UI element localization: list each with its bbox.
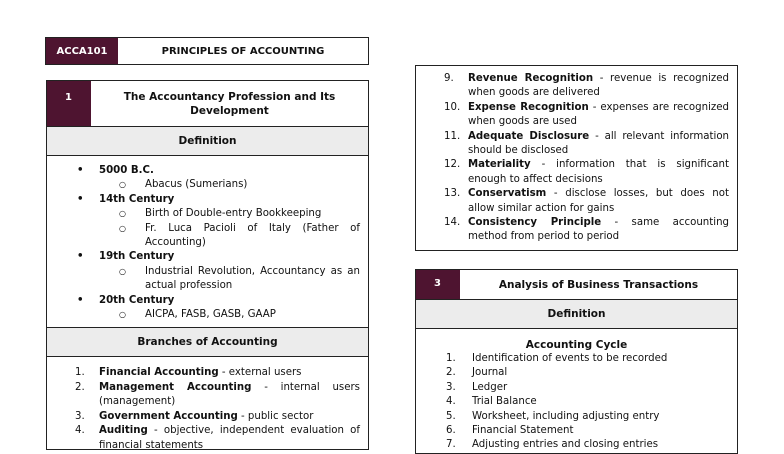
section-1-number: 1 bbox=[47, 81, 91, 126]
accounting-cycle-list bbox=[416, 352, 737, 453]
section-1-header bbox=[47, 81, 368, 127]
list-item: 4. Auditing - objective, independent evaluation of financial statements bbox=[75, 425, 360, 450]
principles-panel bbox=[415, 65, 738, 251]
list-item: 5. Worksheet, including adjusting entry bbox=[446, 410, 660, 422]
section-3-panel bbox=[415, 269, 738, 454]
history-list bbox=[47, 156, 368, 327]
history-year: 5000 B.C. bbox=[99, 165, 154, 176]
course-title: PRINCIPLES OF ACCOUNTING bbox=[161, 45, 325, 57]
history-subitem: ○ AICPA, FASB, GASB, GAAP bbox=[99, 308, 360, 322]
history-item bbox=[47, 250, 368, 293]
list-item: 4. Trial Balance bbox=[446, 396, 537, 408]
section-3-header bbox=[416, 270, 737, 300]
history-subitem: ○ Industrial Revolution, Accountancy as an actual profession bbox=[99, 265, 360, 294]
principle-name: Expense Recognition bbox=[468, 101, 589, 113]
history-year: 19th Century bbox=[99, 251, 175, 263]
list-item: 6. Financial Statement bbox=[446, 425, 574, 437]
principle-name: Revenue Recognition bbox=[468, 73, 594, 84]
list-item: 14. Consistency Principle - same accounting method from period to period bbox=[444, 217, 729, 243]
list-item: 9. Revenue Recognition - revenue is recognized when goods are delivered bbox=[444, 73, 729, 99]
history-subitem: ○ Abacus (Sumerians) bbox=[99, 178, 360, 192]
branches-list bbox=[47, 357, 368, 450]
section-3-title: Analysis of Business Transactions bbox=[498, 278, 699, 291]
branch-name: Government Accounting bbox=[99, 410, 238, 422]
section-3-definition-label: Definition bbox=[416, 300, 737, 329]
principle-name: Consistency Principle bbox=[468, 217, 602, 229]
history-subitem: ○ Fr. Luca Pacioli of Italy (Father of Accounting) bbox=[99, 222, 360, 251]
section-1-definition-label: Definition bbox=[47, 127, 368, 156]
branches-label: Branches of Accounting bbox=[47, 327, 368, 357]
course-code: ACCA101 bbox=[46, 38, 118, 64]
branch-name: Management Accounting bbox=[99, 381, 252, 393]
list-item: 10. Expense Recognition - expenses are recognized when goods are used bbox=[444, 101, 729, 128]
list-item: 1. Financial Accounting - external users bbox=[75, 367, 302, 379]
section-3-number: 3 bbox=[416, 270, 460, 299]
course-header bbox=[45, 37, 369, 65]
list-item: 11. Adequate Disclosure - all relevant information should be disclosed bbox=[444, 130, 730, 157]
history-item bbox=[47, 164, 368, 193]
list-item: 7. Adjusting entries and closing entries bbox=[446, 439, 659, 451]
list-item: 12. Materiality - information that is significant enough to affect decisions bbox=[444, 159, 729, 185]
list-item: 3. Government Accounting - public sector bbox=[75, 410, 314, 422]
list-item: 1. Identification of events to be recorded bbox=[446, 353, 668, 364]
section-1-title: The Accountancy Profession and Its Development bbox=[123, 90, 336, 117]
list-item: 2. Journal bbox=[446, 367, 508, 379]
list-item: 3. Ledger bbox=[446, 381, 508, 393]
principle-name: Materiality bbox=[468, 159, 531, 171]
section-1-panel bbox=[46, 80, 369, 450]
accounting-cycle-title: Accounting Cycle bbox=[525, 339, 628, 351]
history-subitem: ○ Birth of Double-entry Bookkeeping bbox=[99, 207, 360, 221]
history-year: 14th Century bbox=[99, 193, 175, 205]
principles-list bbox=[416, 66, 737, 245]
history-item bbox=[47, 294, 368, 323]
principle-name: Conservatism bbox=[468, 188, 547, 200]
history-year: 20th Century bbox=[99, 294, 175, 306]
list-item: 13. Conservatism - disclose losses, but does not allow similar action for gains bbox=[444, 188, 729, 214]
branch-name: Financial Accounting bbox=[99, 367, 219, 379]
branch-name: Auditing bbox=[99, 425, 148, 437]
list-item: 2. Management Accounting - internal users (management) bbox=[75, 381, 360, 408]
principle-name: Adequate Disclosure bbox=[468, 130, 590, 142]
history-item bbox=[47, 193, 368, 251]
